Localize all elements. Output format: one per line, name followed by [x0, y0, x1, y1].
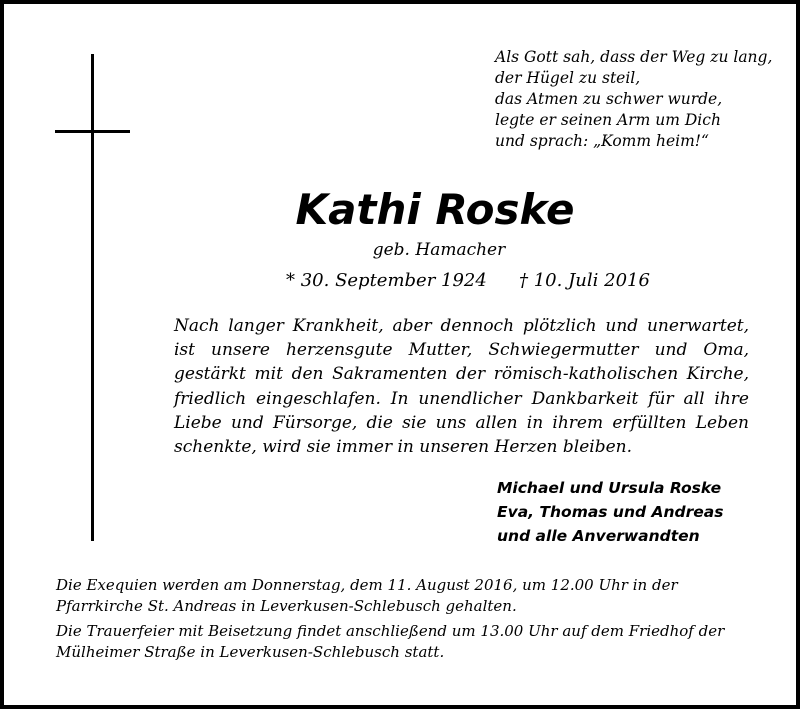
cross-icon-bar — [55, 130, 130, 133]
poem-line: Als Gott sah, dass der Weg zu lang, — [495, 48, 773, 66]
signers — [497, 476, 723, 548]
maiden-name: geb. Hamacher — [372, 240, 506, 260]
signer-line: Eva, Thomas und Andreas — [497, 503, 724, 521]
poem-line: legte er seinen Arm um Dich — [495, 111, 721, 129]
poem — [495, 47, 795, 152]
deceased-name: Kathi Roske — [295, 185, 575, 234]
poem-line: und sprach: „Komm heim!“ — [495, 132, 709, 150]
trauerfeier-note: Die Trauerfeier mit Beisetzung findet anschließend um 13.00 Uhr auf dem Friedhof der Mülheimer Straße in Leverkusen-Schlebusch statt. — [56, 622, 725, 661]
poem-line: der Hügel zu steil, — [495, 69, 641, 87]
obituary-text: Nach langer Krankheit, aber dennoch plötzlich und unerwartet, ist unsere herzensgute Mutter, Schwiegermutter und Oma, gestärkt mit den Sakramenten der römisch-katholischen Kirche, friedlich eingeschlafen. In unendlicher Dankbarkeit für all ihre Liebe und Fürsorge, die sie uns allen in ihrem erfüllten Leben schenkte, wird sie immer in unseren Herzen bleiben. — [174, 316, 749, 458]
birth-date: * 30. September 1924 — [286, 270, 487, 291]
death-date: † 10. Juli 2016 — [519, 270, 650, 291]
signer-line: und alle Anverwandten — [497, 527, 700, 545]
exequien-note: Die Exequien werden am Donnerstag, dem 11. August 2016, um 12.00 Uhr in der Pfarrkirche St. Andreas in Leverkusen-Schlebusch gehalten. — [56, 576, 678, 615]
signer-line: Michael und Ursula Roske — [497, 479, 722, 497]
poem-line: das Atmen zu schwer wurde, — [495, 90, 723, 108]
cross-icon — [91, 54, 94, 541]
